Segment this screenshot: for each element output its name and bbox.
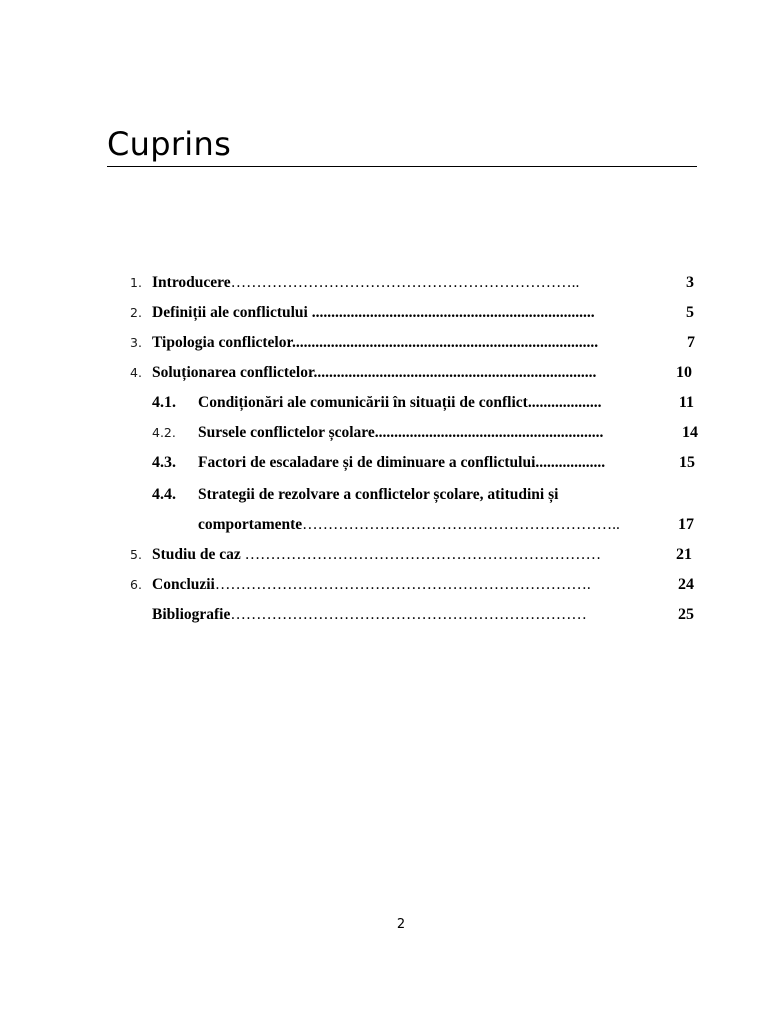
- toc-title: Tipologia conflictelor...............................................................................: [152, 334, 599, 351]
- toc-page-number: 25: [678, 606, 694, 623]
- toc-entry-tipologia[interactable]: [0, 332, 768, 354]
- toc-title: Bibliografie……………………………………………………………: [152, 606, 587, 623]
- toc-page-number: 3: [686, 274, 694, 291]
- toc-number: 5.: [130, 547, 142, 562]
- toc-title: Strategii de rezolvare a conflictelor școlare, atitudini și: [198, 486, 559, 503]
- toc-title: Soluționarea conflictelor.........................................................................: [152, 364, 597, 381]
- toc-entry-concluzii[interactable]: [0, 574, 768, 596]
- toc-entry-sursele[interactable]: [0, 422, 768, 444]
- toc-title: comportamente……………………………………………………..: [198, 516, 620, 533]
- toc-number: 4.1.: [152, 394, 176, 411]
- toc-number: 4.: [130, 365, 142, 380]
- toc-number: 4.3.: [152, 454, 176, 471]
- toc-page-number: 15: [679, 454, 695, 471]
- toc-entry-studiu-de-caz[interactable]: [0, 544, 768, 566]
- toc-page-number: 11: [678, 394, 694, 411]
- toc-page-number: 21: [676, 546, 692, 563]
- page-title: Cuprins: [107, 125, 232, 163]
- toc-entry-conditionari[interactable]: [0, 392, 768, 414]
- toc-entry-strategii[interactable]: [0, 484, 768, 506]
- toc-number: 4.2.: [152, 425, 176, 440]
- toc-title: Definiții ale conflictului .........................................................................: [152, 304, 595, 321]
- toc-title: Factori de escaladare și de diminuare a conflictului..................: [198, 454, 606, 471]
- toc-entry-strategii-continued[interactable]: [0, 514, 768, 536]
- toc-number: 2.: [130, 305, 142, 320]
- toc-title: Sursele conflictelor școlare...........................................................: [198, 424, 604, 441]
- toc-number: 4.4.: [152, 486, 176, 503]
- toc-entry-factori[interactable]: [0, 452, 768, 474]
- title-underline: [107, 166, 697, 167]
- toc-page-number: 14: [682, 424, 698, 441]
- toc-page-number: 7: [687, 334, 695, 351]
- toc-title: Studiu de caz ……………………………………………………………: [152, 546, 602, 563]
- toc-title: Concluzii……………………………………………………………….: [152, 576, 591, 593]
- page-number-footer: 2: [396, 917, 406, 932]
- toc-title: Condiționări ale comunicării în situații de conflict...................: [198, 394, 602, 411]
- toc-entry-solutionarea[interactable]: [0, 362, 768, 384]
- toc-entry-definitii[interactable]: [0, 302, 768, 324]
- toc-number: 6.: [130, 577, 142, 592]
- toc-number: 1.: [130, 275, 142, 290]
- toc-page-number: 5: [686, 304, 694, 321]
- toc-page-number: 24: [678, 576, 694, 593]
- toc-page-number: 10: [676, 364, 692, 381]
- toc-title: Introducere…………………………………………………………..: [152, 274, 580, 291]
- toc-number: 3.: [130, 335, 142, 350]
- toc-page-number: 17: [678, 516, 694, 533]
- toc-entry-introducere[interactable]: [0, 272, 768, 294]
- toc-entry-bibliografie[interactable]: [0, 604, 768, 626]
